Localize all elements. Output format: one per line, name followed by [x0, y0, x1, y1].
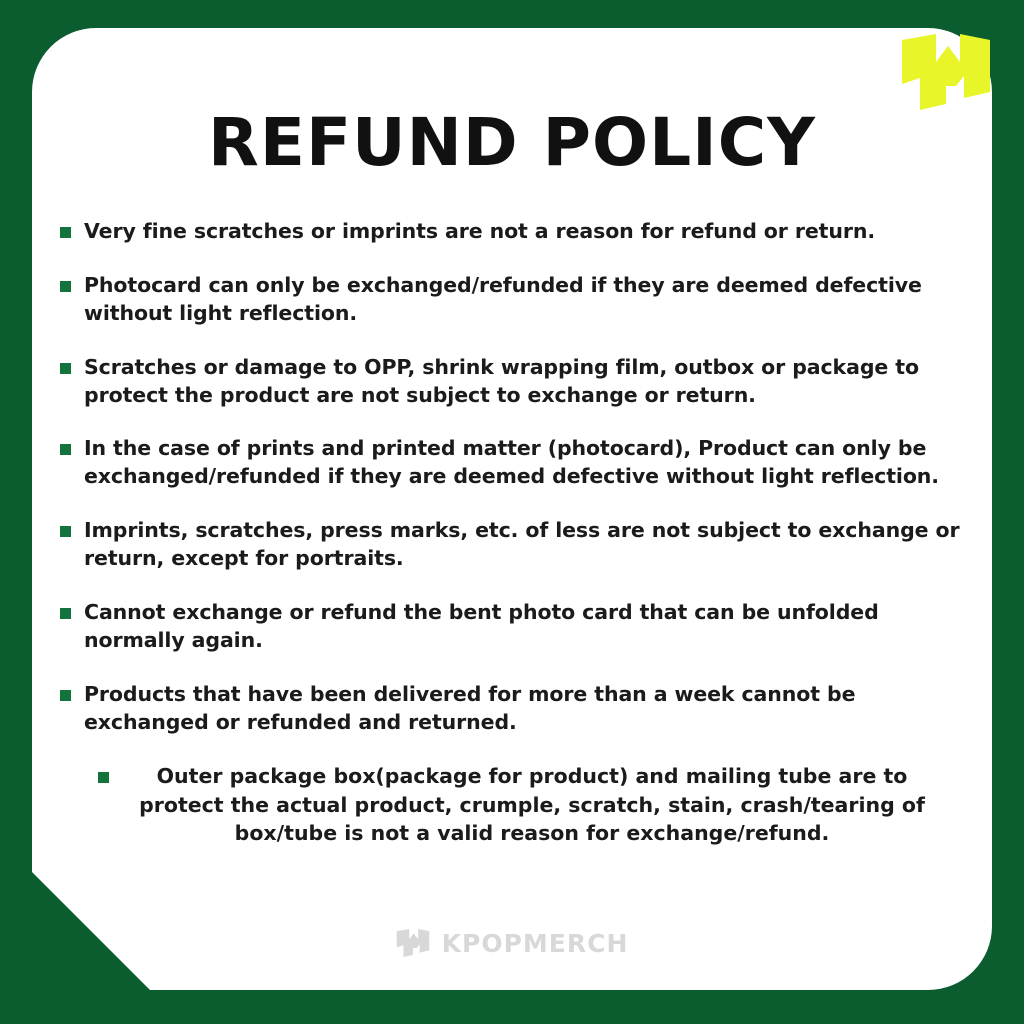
policy-text: Imprints, scratches, press marks, etc. of less are not subject to exchange or return, except for portraits.: [84, 518, 960, 570]
policy-note-text: Outer package box(package for product) and mailing tube are to protect the actual product, crumple, scratch, stain, crash/tearing of box/tube is not a valid reason for exchange/refund.: [139, 764, 925, 845]
list-item: [60, 272, 972, 328]
kpopmerch-logo-mark-icon: [900, 32, 992, 112]
bullet-icon: [60, 526, 71, 537]
bullet-icon: [60, 227, 71, 238]
list-item: [60, 435, 972, 491]
list-item: [60, 354, 972, 410]
policy-text: Cannot exchange or refund the bent photo card that can be unfolded normally again.: [84, 599, 879, 652]
bullet-icon: [60, 281, 71, 292]
list-item: [60, 517, 972, 573]
list-item: [60, 599, 972, 655]
brand-name: KPOPMERCH: [441, 928, 629, 958]
page-title: REFUND POLICY: [208, 104, 816, 181]
kpopmerch-footer-mark-icon: [396, 928, 430, 958]
policy-text: Scratches or damage to OPP, shrink wrapping film, outbox or package to protect the product are not subject to exchange or return.: [84, 354, 919, 407]
bullet-icon: [60, 363, 71, 374]
policy-note: [98, 762, 972, 847]
footer-brand: [0, 928, 1024, 958]
list-item: [60, 681, 972, 737]
policy-text: Photocard can only be exchanged/refunded if they are deemed defective without light reflection.: [84, 272, 922, 325]
bullet-icon: [60, 608, 71, 619]
policy-text: In the case of prints and printed matter (photocard), Product can only be exchanged/refunded if they are deemed defective without light reflection.: [84, 436, 939, 489]
bullet-icon: [60, 690, 71, 701]
policy-list: [60, 218, 972, 847]
bullet-icon: [98, 772, 109, 783]
policy-text: Very fine scratches or imprints are not a reason for refund or return.: [84, 219, 876, 243]
list-item: [60, 218, 972, 246]
bullet-icon: [60, 444, 71, 455]
policy-text: Products that have been delivered for more than a week cannot be exchanged or refunded and returned.: [84, 681, 856, 734]
